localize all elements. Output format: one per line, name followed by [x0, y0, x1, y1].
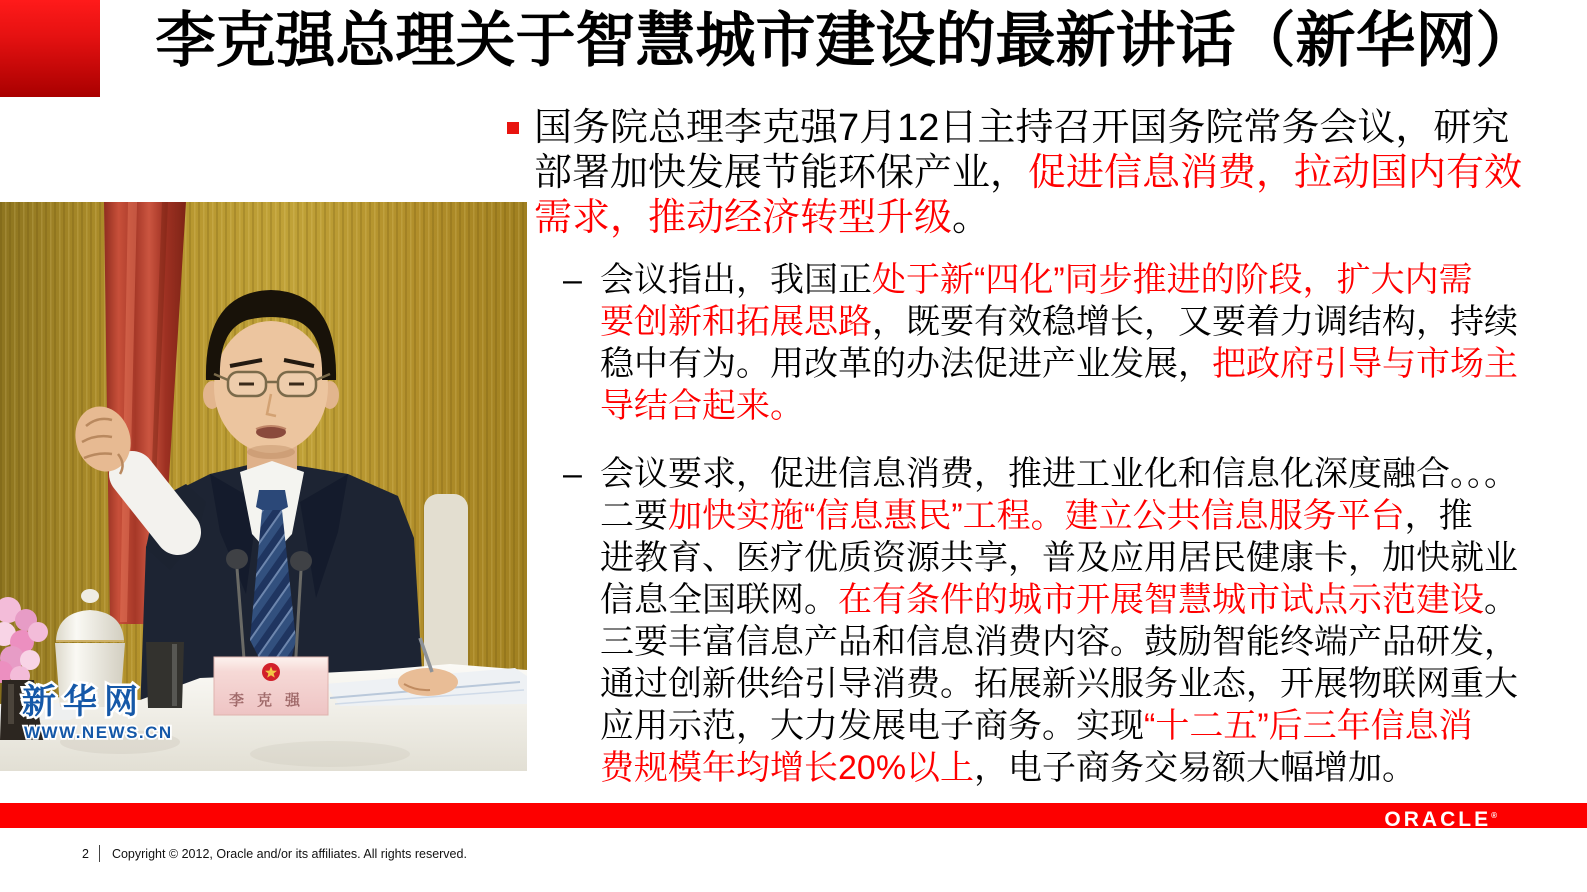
text-segment: ，既要有效稳增长，又要着力调结构，持续	[872, 303, 1518, 341]
text-line	[600, 385, 1518, 427]
text-segment: 三要丰富信息产品和信息消费内容。鼓励智能终端产品研发，	[600, 623, 1518, 661]
oracle-logo-text: ORACLE	[1384, 808, 1492, 831]
text-line	[600, 301, 1518, 343]
footer	[82, 845, 467, 862]
bullet-marker	[507, 122, 519, 134]
text-segment: 需求，推动经济转型升级	[534, 197, 953, 239]
text-line	[600, 343, 1518, 385]
name-card-text: 李克强	[228, 692, 314, 709]
text-segment: 二要	[600, 497, 668, 535]
copyright-text: Copyright © 2012, Oracle and/or its affiliates. All rights reserved.	[111, 846, 467, 861]
microphone-base	[146, 642, 184, 708]
bullet-text-main	[534, 106, 1522, 241]
oracle-logo	[1384, 804, 1497, 831]
text-segment: 国务院总理李克强7月12日主持召开国务院常务会议，研究	[534, 107, 1510, 149]
text-segment: 加快实施“信息惠民”工程。建立公共信息服务平台	[668, 497, 1405, 535]
dash-marker: –	[563, 261, 582, 299]
text-line	[600, 579, 1518, 621]
text-line	[600, 747, 1518, 789]
chair-back	[424, 494, 468, 684]
text-line	[600, 259, 1518, 301]
text-segment: 稳中有为。用改革的办法促进产业发展，	[600, 345, 1212, 383]
text-line	[600, 453, 1518, 495]
watermark-title: 新华网	[22, 683, 145, 721]
red-corner-block	[0, 0, 100, 97]
text-segment: 通过创新供给引导消费。拓展新兴服务业态，开展物联网重大	[600, 665, 1518, 703]
footer-divider	[99, 845, 100, 862]
page-number: 2	[82, 846, 89, 861]
bullet-list	[505, 106, 1580, 789]
page-title: 李克强总理关于智慧城市建设的最新讲话（新华网）	[155, 7, 1536, 74]
text-line	[600, 663, 1518, 705]
text-segment: 会议指出，我国正	[600, 261, 872, 299]
text-segment: ，推	[1404, 497, 1473, 535]
text-segment: 在有条件的城市开展智慧城市试点示范建设	[838, 581, 1484, 619]
text-segment: 会议要求，促进信息消费，推进工业化和信息化深度融合。。。	[600, 455, 1518, 493]
text-segment: 把政府引导与市场主	[1212, 345, 1518, 383]
left-hand	[398, 668, 458, 696]
text-segment: 应用示范，大力发展电子商务。实现	[600, 707, 1144, 745]
dash-marker: –	[563, 455, 582, 493]
text-segment: 部署加快发展节能环保产业，	[534, 152, 1029, 194]
text-segment: ，电子商务交易额大幅增加。	[974, 749, 1417, 787]
text-line	[600, 537, 1518, 579]
text-line	[534, 196, 1522, 241]
bullet-text-sub-1	[600, 259, 1518, 427]
text-segment: 处于新“四化”同步推进的阶段，扩大内需	[872, 261, 1473, 299]
text-segment: 。	[1484, 581, 1518, 619]
text-segment: 。	[952, 197, 991, 239]
bullet-text-sub-2	[600, 453, 1518, 789]
text-segment: 促进信息消费，拉动国内有效	[1028, 152, 1523, 194]
registered-mark: ®	[1491, 811, 1497, 820]
text-line	[534, 106, 1522, 151]
text-segment: 进教育、医疗优质资源共享，普及应用居民健康卡，加快就业	[600, 539, 1518, 577]
text-segment: 要创新和拓展思路	[600, 303, 872, 341]
bullet-item-sub-1	[505, 259, 1580, 427]
name-card	[214, 657, 328, 715]
text-line	[534, 151, 1522, 196]
text-line	[600, 705, 1518, 747]
footer-red-bar	[0, 803, 1587, 831]
bullet-item-main	[505, 106, 1580, 241]
text-line	[600, 621, 1518, 663]
text-segment: 导结合起来。	[600, 387, 804, 425]
text-line	[600, 495, 1518, 537]
bullet-item-sub-2	[505, 453, 1580, 789]
photo-illustration	[0, 202, 527, 771]
watermark-url: WWW.NEWS.CN	[24, 723, 173, 742]
text-segment: 费规模年均增长20%以上	[600, 749, 975, 787]
text-segment: “十二五”后三年信息消	[1144, 707, 1473, 745]
photo-li-keqiang	[0, 202, 527, 771]
text-segment: 信息全国联网。	[600, 581, 838, 619]
